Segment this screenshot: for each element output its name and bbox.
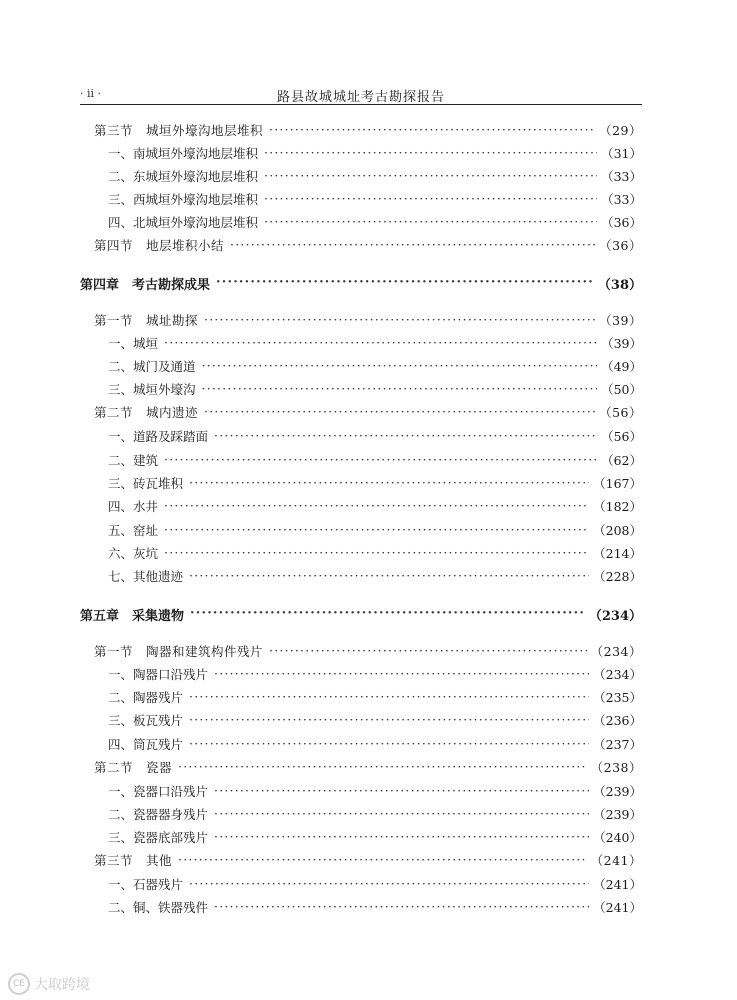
toc-entry-section[interactable]: 第三节 其他 ····· （241） [94, 850, 642, 870]
toc-entry-item[interactable]: 一、石器残片 ····· （241） [108, 874, 642, 894]
toc-entry-section[interactable]: 第四节 地层堆积小结 ····· （36） [94, 235, 642, 255]
toc-entry-item[interactable]: 三、瓷器底部残片 ····· （240） [108, 827, 642, 847]
leader-dots [189, 710, 589, 730]
toc-page-number: （234） [588, 608, 642, 624]
toc-entry-item[interactable]: 二、建筑 ····· （62） [108, 450, 642, 470]
toc-entry-item[interactable]: 六、灰坑 ····· （214） [108, 543, 642, 563]
watermark [8, 973, 90, 995]
toc-page-number: （228） [593, 569, 642, 584]
toc-page-number: （38） [597, 277, 642, 293]
toc-page-number: （29） [599, 123, 642, 138]
toc-page-number: （234） [590, 644, 642, 659]
leader-dots [269, 120, 595, 140]
leader-dots [189, 687, 589, 707]
leader-dots [164, 543, 589, 563]
leader-dots [214, 827, 589, 847]
toc-page-number: （239） [593, 784, 642, 799]
leader-dots [164, 496, 589, 516]
running-header [80, 86, 642, 104]
toc-entry-section[interactable]: 第一节 陶器和建筑构件残片 ····· （234） [94, 641, 642, 661]
toc-entry-item[interactable]: 一、道路及踩踏面 ····· （56） [108, 426, 642, 446]
toc-entry-item[interactable]: 一、陶器口沿残片 ····· （234） [108, 664, 642, 684]
toc-page-number: （241） [593, 877, 642, 892]
leader-dots [214, 781, 589, 801]
toc-page-number: （33） [601, 192, 642, 207]
page-number: · ii · [80, 87, 102, 100]
toc-entry-item[interactable]: 二、瓷器器身残片 ····· （239） [108, 804, 642, 824]
toc-entry-section[interactable]: 第一节 城址勘探 ····· （39） [94, 310, 642, 330]
toc-entry-item[interactable]: 七、其他遗迹 ····· （228） [108, 566, 642, 586]
toc-page-number: （56） [599, 405, 642, 420]
leader-dots [214, 897, 589, 917]
toc-entry-item[interactable]: 二、陶器残片 ····· （235） [108, 687, 642, 707]
toc-page-number: （39） [599, 313, 642, 328]
toc-page-number: （50） [601, 382, 642, 397]
toc-entry-item[interactable]: 四、北城垣外壕沟地层堆积 ····· （36） [108, 212, 642, 232]
watermark-logo-icon: CE [8, 973, 30, 995]
header-rule [80, 104, 642, 105]
toc-page-number: （31） [601, 146, 642, 161]
toc-page-number: （208） [593, 523, 642, 538]
toc-entry-item[interactable]: 一、瓷器口沿残片 ····· （239） [108, 781, 642, 801]
toc-page-number: （234） [593, 667, 642, 682]
toc-page-number: （182） [593, 499, 642, 514]
leader-dots [204, 402, 595, 422]
leader-dots [189, 566, 589, 586]
toc-entry-item[interactable]: 二、铜、铁器残件 ····· （241） [108, 897, 642, 917]
leader-dots [214, 664, 589, 684]
toc-entry-section[interactable]: 第二节 城内遗迹 ····· （56） [94, 402, 642, 422]
leader-dots [264, 189, 597, 209]
toc-entry-item[interactable]: 二、城门及通道 ····· （49） [108, 356, 642, 376]
toc-page-number: （238） [590, 760, 642, 775]
toc-entry-item[interactable]: 三、板瓦残片 ····· （236） [108, 710, 642, 730]
toc-page-number: （240） [593, 830, 642, 845]
leader-dots [269, 641, 587, 661]
toc-entry-item[interactable]: 四、水井 ····· （182） [108, 496, 642, 516]
leader-dots [189, 874, 589, 894]
leader-dots [264, 212, 597, 232]
toc-page-number: （39） [601, 336, 642, 351]
toc-entry-chapter[interactable]: 第五章 采集遗物 ····· （234） [80, 604, 642, 624]
toc-page-number: （236） [593, 713, 642, 728]
toc-entry-section[interactable]: 第三节 城垣外壕沟地层堆积 ····· （29） [94, 120, 642, 140]
leader-dots [164, 333, 597, 353]
toc-entry-item[interactable]: 二、东城垣外壕沟地层堆积 ····· （33） [108, 166, 642, 186]
leader-dots [264, 143, 597, 163]
toc-page-number: （36） [601, 215, 642, 230]
toc-page-number: （235） [593, 690, 642, 705]
leader-dots [204, 310, 595, 330]
leader-dots [216, 273, 594, 293]
leader-dots [189, 473, 589, 493]
toc-entry-item[interactable]: 四、筒瓦残片 ····· （237） [108, 734, 642, 754]
leader-dots [164, 450, 597, 470]
leader-dots [202, 356, 598, 376]
toc-page-number: （241） [590, 853, 642, 868]
leader-dots [189, 734, 589, 754]
leader-dots [202, 379, 598, 399]
toc-page-number: （62） [601, 453, 642, 468]
leader-dots [178, 757, 587, 777]
leader-dots [214, 804, 589, 824]
toc-page-number: （239） [593, 807, 642, 822]
toc-page-number: （237） [593, 737, 642, 752]
toc-entry-item[interactable]: 一、南城垣外壕沟地层堆积 ····· （31） [108, 143, 642, 163]
toc-page-number: （241） [593, 900, 642, 915]
toc-entry-item[interactable]: 一、城垣 ····· （39） [108, 333, 642, 353]
leader-dots [178, 850, 587, 870]
leader-dots [214, 426, 597, 446]
toc-entry-section[interactable]: 第二节 瓷器 ····· （238） [94, 757, 642, 777]
toc-page-number: （49） [601, 359, 642, 374]
toc-page-number: （214） [593, 546, 642, 561]
toc-entry-item[interactable]: 三、砖瓦堆积 ····· （167） [108, 473, 642, 493]
toc-entry-chapter[interactable]: 第四章 考古勘探成果 ····· （38） [80, 273, 642, 293]
toc-entry-item[interactable]: 三、城垣外壕沟 ····· （50） [108, 379, 642, 399]
toc-page-number: （167） [593, 476, 642, 491]
watermark-text: 大取跨境 [34, 977, 90, 993]
toc-page-number: （36） [599, 238, 642, 253]
toc-entry-item[interactable]: 三、西城垣外壕沟地层堆积 ····· （33） [108, 189, 642, 209]
toc-page-number: （56） [601, 429, 642, 444]
leader-dots [190, 604, 585, 624]
leader-dots [230, 235, 595, 255]
leader-dots [264, 166, 597, 186]
toc-entry-item[interactable]: 五、窑址 ····· （208） [108, 520, 642, 540]
running-header-title: 路县故城城址考古勘探报告 [276, 90, 445, 105]
leader-dots [164, 520, 589, 540]
toc-page-number: （33） [601, 169, 642, 184]
